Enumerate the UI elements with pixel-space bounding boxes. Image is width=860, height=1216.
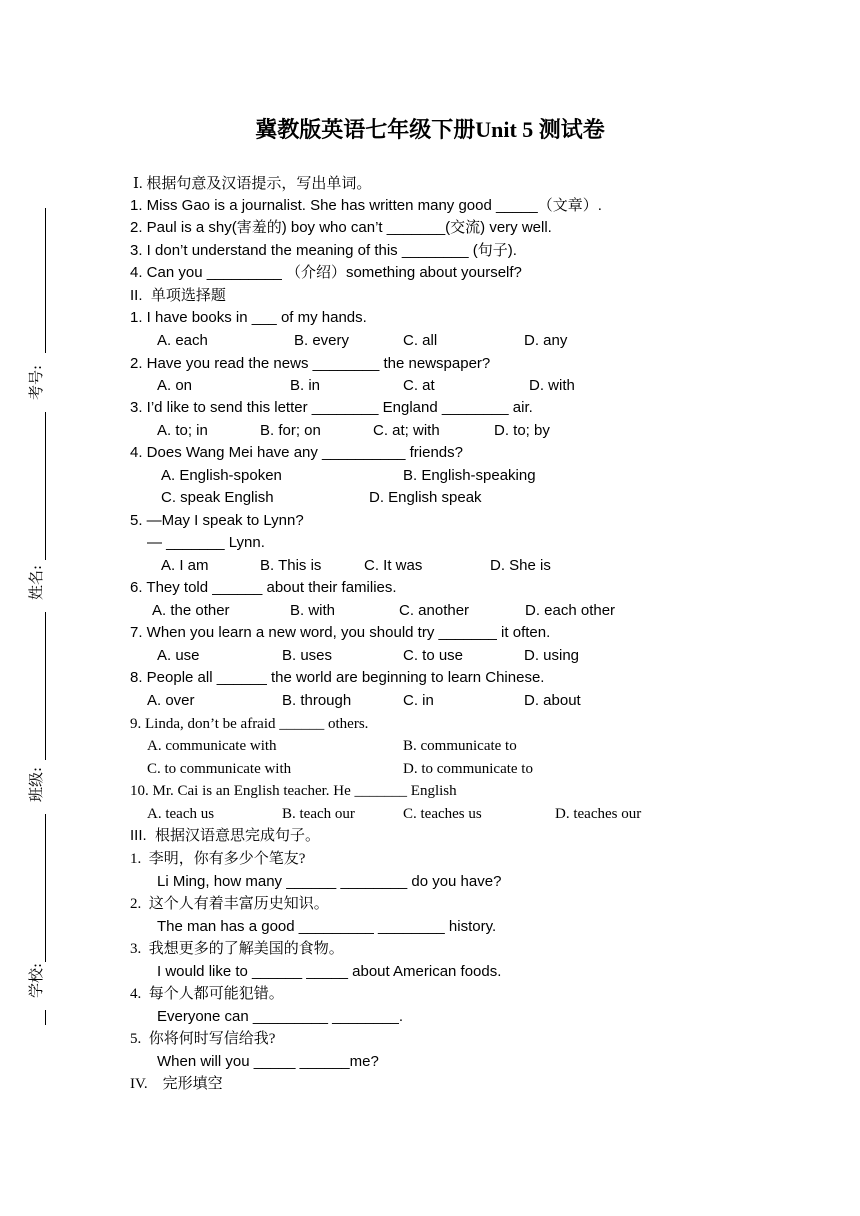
option: C. to use [403,647,464,664]
question-line: 3. I’d like to send this letter ________ England ________ air. [130,399,533,416]
option: C. another [399,602,470,619]
option: C. teaches us [403,806,482,822]
section-heading: II. 单项选择题 [130,287,226,304]
question-line: 4. Can you _________ （介绍）something about yourself? [130,264,522,281]
option: C. at [403,377,435,394]
margin-line [45,612,46,760]
option: B. uses [282,647,333,664]
question-line: 2. Paul is a shy(害羞的) boy who can’t _______(交流) very well. [130,219,552,236]
page-title: 冀教版英语七年级下册Unit 5 测试卷 [255,117,605,142]
answer-line: I would like to ______ _____ about American foods. [157,963,502,980]
margin-line [45,814,46,962]
question-line: 1. 李明，你有多少个笔友? [130,851,306,867]
option: A. over [147,692,195,709]
option: A. to; in [157,422,208,439]
option: B. teach our [282,806,355,822]
name-label: 姓名: [27,564,45,600]
option: D. each other [525,602,616,619]
margin-line [45,412,46,560]
option: D. to communicate to [403,761,533,777]
option: C. It was [364,557,423,574]
option: A. use [157,647,200,664]
question-line: 10. Mr. Cai is an English teacher. He _______ English [130,783,457,799]
option: B. every [294,332,350,349]
question-line: — _______ Lynn. [147,534,265,551]
question-line: 7. When you learn a new word, you should try _______ it often. [130,624,551,641]
question-line: 3. I don’t understand the meaning of this ________ (句子). [130,242,517,259]
answer-line: When will you _____ ______me? [157,1053,379,1070]
question-line: 9. Linda, don’t be afraid ______ others. [130,716,369,732]
option: C. all [403,332,438,349]
class-label: 班级: [27,766,45,802]
question-line: 8. People all ______ the world are beginning to learn Chinese. [130,669,545,686]
option: A. each [157,332,208,349]
option: D. using [524,647,580,664]
question-line: 4. 每个人都可能犯错。 [130,986,284,1002]
option: B. This is [260,557,322,574]
option: C. in [403,692,434,709]
section-heading: III. 根据汉语意思完成句子。 [130,827,321,844]
question-line: 6. They told ______ about their families. [130,579,397,596]
exam-number-label: 考号: [27,364,45,400]
option: D. She is [490,557,551,574]
option: B. with [290,602,336,619]
option: D. about [524,692,581,709]
school-label: 学校: [27,962,45,998]
option: A. English-spoken [161,467,282,484]
option: A. communicate with [147,738,277,754]
option: A. on [157,377,193,394]
answer-line: Everyone can _________ ________. [157,1008,404,1025]
option: D. any [524,332,568,349]
question-line: 5. 你将何时写信给我? [130,1031,276,1047]
option: B. through [282,692,352,709]
question-line: 1. I have books in ___ of my hands. [130,309,367,326]
option: D. English speak [369,489,482,506]
section-heading: IV. 完形填空 [130,1076,223,1092]
question-line: 5. —May I speak to Lynn? [130,512,304,529]
option: D. with [529,377,575,394]
answer-line: Li Ming, how many ______ ________ do you have? [157,873,502,890]
option: C. at; with [373,422,440,439]
section-heading: Ⅰ. 根据句意及汉语提示，写出单词。 [133,176,372,192]
question-line: 3. 我想更多的了解美国的食物。 [130,941,344,957]
question-line: 1. Miss Gao is a journalist. She has written many good _____（文章）. [130,197,602,214]
option: B. communicate to [403,738,517,754]
question-line: 4. Does Wang Mei have any __________ friends? [130,444,463,461]
option: D. to; by [494,422,550,439]
option: D. teaches our [555,806,642,822]
question-line: 2. Have you read the news ________ the newspaper? [130,355,491,372]
option: B. English-speaking [403,467,536,484]
question-line: 2. 这个人有着丰富历史知识。 [130,896,329,912]
option: C. to communicate with [147,761,292,777]
option: A. teach us [147,806,215,822]
option: C. speak English [161,489,274,506]
answer-line: The man has a good _________ ________ history. [157,918,497,935]
option: A. the other [152,602,230,619]
margin-line [45,208,46,353]
option: A. I am [161,557,209,574]
option: B. for; on [260,422,321,439]
margin-line [45,1010,46,1025]
option: B. in [290,377,321,394]
